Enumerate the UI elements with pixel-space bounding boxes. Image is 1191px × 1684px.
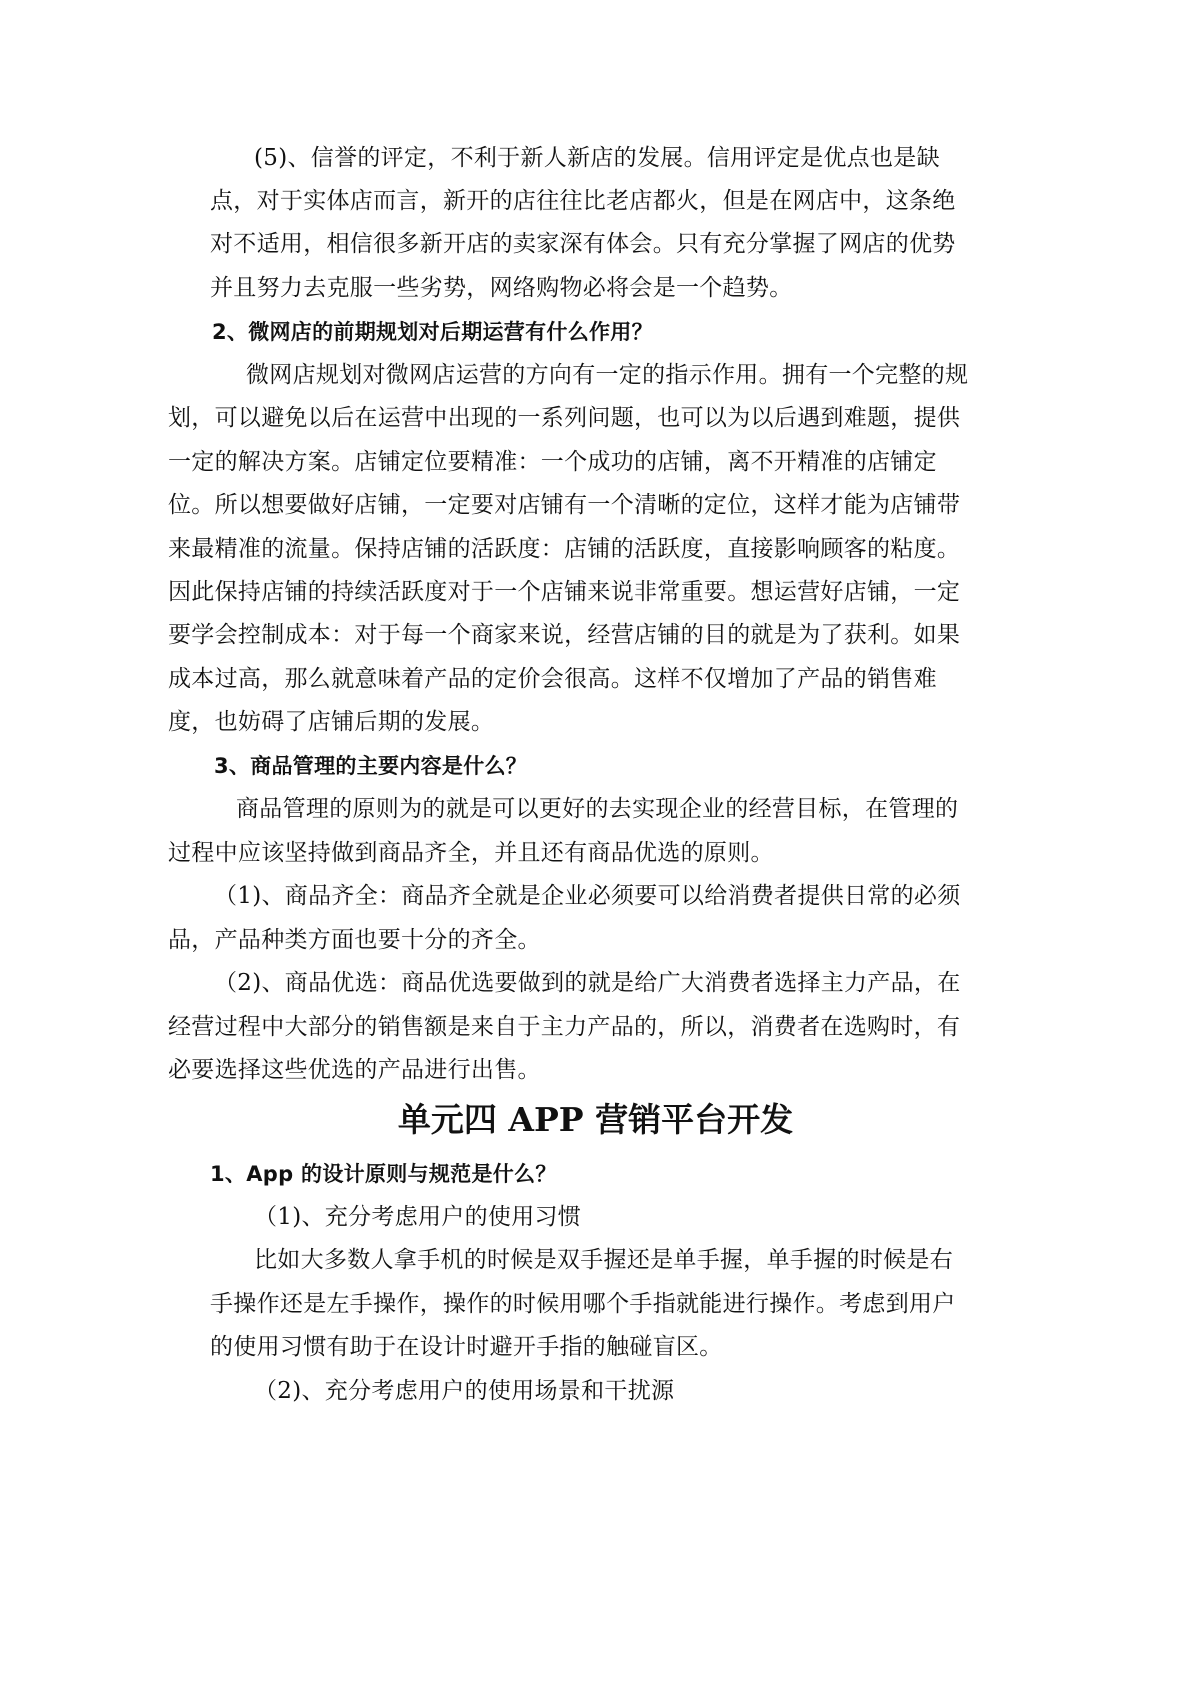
heading-question-2: 2、微网店的前期规划对后期运营有什么作用？: [212, 320, 653, 344]
heading-question-3: 3、商品管理的主要内容是什么？: [214, 754, 528, 778]
para-5-line-3: 对不适用，相信很多新开店的卖家深有体会。只有充分掌握了网店的优势: [210, 231, 956, 257]
para-goods-1-line-2: 品，产品种类方面也要十分的齐全。: [168, 927, 541, 953]
para-app-line-2: 手操作还是左手操作，操作的时候用哪个手指就能进行操作。考虑到用户: [210, 1291, 956, 1317]
para-5-line-1: (5)、信誉的评定，不利于新人新店的发展。信用评定是优点也是缺: [254, 145, 940, 171]
para-planning-line-6: 因此保持店铺的持续活跃度对于一个店铺来说非常重要。想运营好店铺，一定: [168, 579, 961, 605]
para-planning-line-2: 划，可以避免以后在运营中出现的一系列问题，也可以为以后遇到难题，提供: [168, 405, 961, 431]
app-subheading-1: （1)、充分考虑用户的使用习惯: [254, 1204, 582, 1230]
para-planning-line-4: 位。所以想要做好店铺，一定要对店铺有一个清晰的定位，这样才能为店铺带: [168, 492, 961, 518]
para-planning-line-9: 度，也妨碍了店铺后期的发展。: [168, 709, 495, 735]
para-planning-line-7: 要学会控制成本：对于每一个商家来说，经营店铺的目的就是为了获利。如果: [168, 622, 961, 648]
para-planning-line-3: 一定的解决方案。店铺定位要精准：一个成功的店铺，离不开精准的店铺定: [168, 449, 937, 475]
para-goods-2-line-1: （2)、商品优选：商品优选要做到的就是给广大消费者选择主力产品，在: [214, 970, 961, 996]
para-app-line-3: 的使用习惯有助于在设计时避开手指的触碰盲区。: [210, 1334, 723, 1360]
para-5-line-4: 并且努力去克服一些劣势，网络购物必将会是一个趋势。: [210, 275, 793, 301]
para-planning-line-8: 成本过高，那么就意味着产品的定价会很高。这样不仅增加了产品的销售难: [168, 666, 937, 692]
para-goods-2-line-3: 必要选择这些优选的产品进行出售。: [168, 1057, 541, 1083]
para-goods-2-line-2: 经营过程中大部分的销售额是来自于主力产品的，所以，消费者在选购时，有: [168, 1014, 961, 1040]
para-planning-line-5: 来最精准的流量。保持店铺的活跃度：店铺的活跃度，直接影响顾客的粘度。: [168, 536, 961, 562]
heading-app-question-1: 1、App 的设计原则与规范是什么？: [210, 1162, 557, 1186]
para-app-line-1: 比如大多数人拿手机的时候是双手握还是单手握，单手握的时候是右: [254, 1247, 953, 1273]
para-planning-line-1: 微网店规划对微网店运营的方向有一定的指示作用。拥有一个完整的规: [246, 362, 969, 388]
app-subheading-2: （2)、充分考虑用户的使用场景和干扰源: [254, 1378, 675, 1404]
unit-title: 单元四 APP 营销平台开发: [397, 1100, 794, 1139]
para-goods-1-line-1: （1)、商品齐全：商品齐全就是企业必须要可以给消费者提供日常的必须: [214, 883, 961, 909]
para-5-line-2: 点，对于实体店而言，新开的店往往比老店都火，但是在网店中，这条绝: [210, 188, 956, 214]
para-goods-line-2: 过程中应该坚持做到商品齐全，并且还有商品优选的原则。: [168, 840, 774, 866]
para-goods-line-1: 商品管理的原则为的就是可以更好的去实现企业的经营目标，在管理的: [236, 796, 959, 822]
